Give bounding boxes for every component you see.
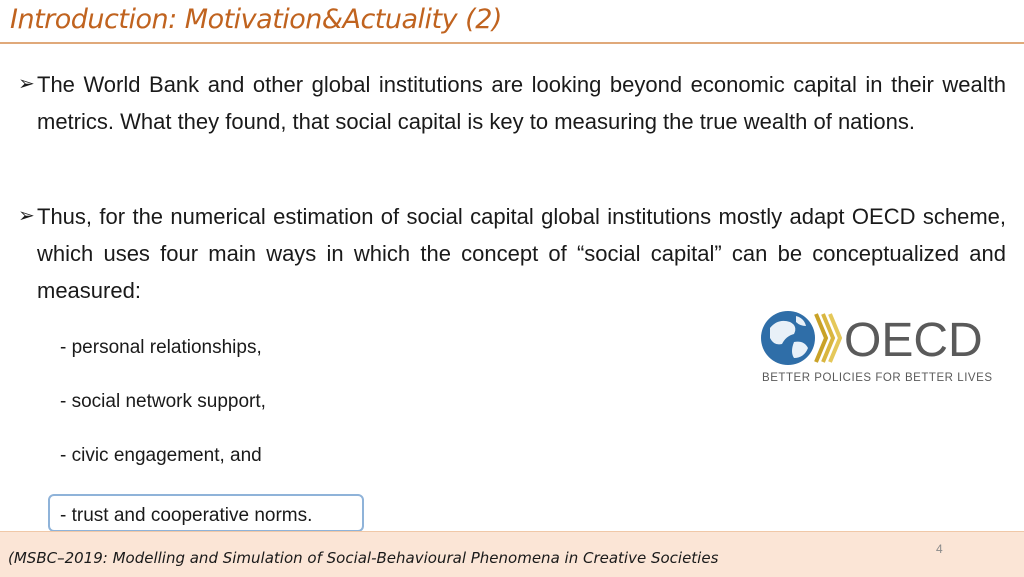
bullet-oecd-scheme [18, 198, 1006, 309]
arrow-bullet-icon: ➢ [18, 205, 35, 227]
chevrons-icon [816, 314, 840, 362]
oecd-logo [760, 306, 1000, 386]
sub-item-personal-relationships: - personal relationships, [60, 337, 262, 358]
sub-item-social-network-support: - social network support, [60, 391, 266, 412]
title-divider [0, 42, 1024, 44]
bullet-text: Thus, for the numerical estimation of social capital global institutions mostly adapt OECD scheme, which uses four main ways in which the concept of “social capital” can be conceptualized and measured: [37, 204, 1006, 303]
logo-wordmark: OECD [844, 314, 983, 367]
footer-bar [0, 531, 1024, 577]
slide-title: Introduction: Motivation&Actuality (2) [10, 4, 502, 35]
arrow-bullet-icon: ➢ [18, 73, 35, 95]
sub-item-civic-engagement: - civic engagement, and [60, 445, 262, 466]
sub-item-trust-norms: - trust and cooperative norms. [60, 505, 313, 526]
footer-text: (MSBC–2019: Modelling and Simulation of Social-Behavioural Phenomena in Creative Societies [8, 549, 719, 567]
page-number: 4 [936, 542, 943, 556]
bullet-text: The World Bank and other global institutions are looking beyond economic capital in their wealth metrics. What they found, that social capital is key to measuring the true wealth of nations. [37, 72, 1006, 134]
logo-tagline: BETTER POLICIES FOR BETTER LIVES [762, 372, 992, 384]
bullet-world-bank [18, 66, 1006, 140]
globe-icon [761, 311, 815, 365]
